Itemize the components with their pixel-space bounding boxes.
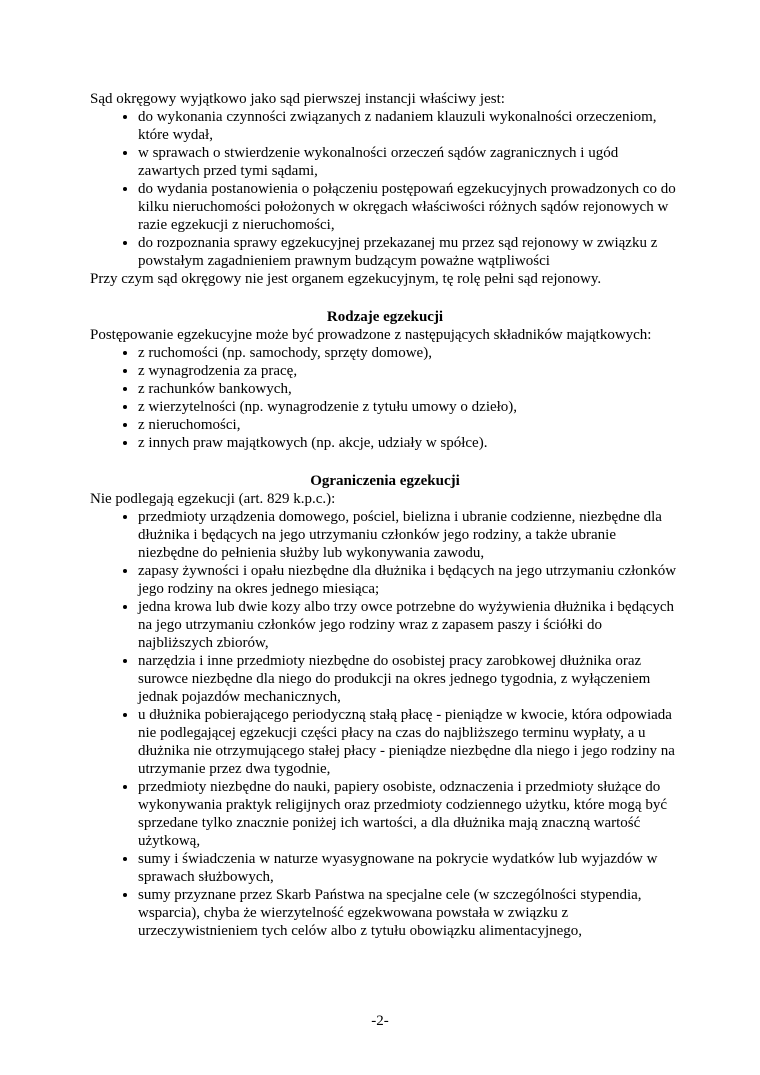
section2-list [90,344,680,452]
page-number: -2- [371,1013,389,1029]
section2-intro: Postępowanie egzekucyjne może być prowadzone z następujących składników majątkowych: [90,327,652,343]
list-item: • z wynagrodzenia za pracę, [138,362,680,380]
list-item: • z nieruchomości, [138,416,680,434]
list-item: • z rachunków bankowych, [138,380,680,398]
list-item: • sumy przyznane przez Skarb Państwa na specjalne cele (w szczególności stypendia, wsparcia), chyba że wierzytelność egzekwowana powstała w związku z urzeczywistnieniem tych celów albo z tytułu obowiązku alimentacyjnego, [138,886,680,940]
spacer [90,452,680,472]
list-item: • z innych praw majątkowych (np. akcje, udziały w spółce). [138,434,680,452]
list-item: • sumy i świadczenia w naturze wyasygnowane na pokrycie wydatków lub wyjazdów w sprawach służbowych, [138,850,680,886]
list-item: • zapasy żywności i opału niezbędne dla dłużnika i będących na jego utrzymaniu członków jego rodziny na okres jednego miesiąca; [138,562,680,598]
section3-heading: Ograniczenia egzekucji [310,473,460,489]
section1-outro: Przy czym sąd okręgowy nie jest organem egzekucyjnym, tę rolę pełni sąd rejonowy. [90,271,602,287]
list-item: • z wierzytelności (np. wynagrodzenie z tytułu umowy o dzieło), [138,398,680,416]
list-item: • do wydania postanowienia o połączeniu postępowań egzekucyjnych prowadzonych co do kilku nieruchomości położonych w okręgach właściwości różnych sądów rejonowych w razie egzekucji z nieruchomości, [138,180,680,234]
section2-heading: Rodzaje egzekucji [326,309,444,325]
section1-list [90,108,680,270]
section3-list [90,508,680,940]
list-item: • do wykonania czynności związanych z nadaniem klauzuli wykonalności orzeczeniom, które wydał, [138,108,680,144]
list-item: • w sprawach o stwierdzenie wykonalności orzeczeń sądów zagranicznych i ugód zawartych przed tymi sądami, [138,144,680,180]
list-item: • z ruchomości (np. samochody, sprzęty domowe), [138,344,680,362]
spacer [90,288,680,308]
list-item: • narzędzia i inne przedmioty niezbędne do osobistej pracy zarobkowej dłużnika oraz surowce niezbędne dla niego do produkcji na okres jednego tygodnia, z wyłączeniem jednak pojazdów mechanicznych, [138,652,680,706]
list-item: • do rozpoznania sprawy egzekucyjnej przekazanej mu przez sąd rejonowy w związku z powstałym zagadnieniem prawnym budzącym poważne wątpliwości [138,234,680,270]
document-body [90,90,680,940]
section1-intro: Sąd okręgowy wyjątkowo jako sąd pierwszej instancji właściwy jest: [90,91,505,107]
list-item: • przedmioty urządzenia domowego, pościel, bielizna i ubranie codzienne, niezbędne dla dłużnika i będących na jego utrzymaniu członków jego rodziny, a także ubranie niezbędne do pełnienia służby lub wykonywania zawodu, [138,508,680,562]
section3-intro: Nie podlegają egzekucji (art. 829 k.p.c.): [90,491,336,507]
list-item: • jedna krowa lub dwie kozy albo trzy owce potrzebne do wyżywienia dłużnika i będących na jego utrzymaniu członków jego rodziny wraz z zapasem paszy i ściółki do najbliższych zbiorów, [138,598,680,652]
list-item: • przedmioty niezbędne do nauki, papiery osobiste, odznaczenia i przedmioty służące do wykonywania praktyk religijnych oraz przedmioty codziennego użytku, które mogą być sprzedane tylko znacznie poniżej ich wartości, a dla dłużnika mają znaczną wartość użytkową, [138,778,680,850]
list-item: • u dłużnika pobierającego periodyczną stałą płacę - pieniądze w kwocie, która odpowiada nie podlegającej egzekucji części płacy na czas do najbliższego terminu wypłaty, a u dłużnika nie otrzymującego stałej płacy - pieniądze niezbędne dla niego i jego rodziny na utrzymanie przez dwa tygodnie, [138,706,680,778]
